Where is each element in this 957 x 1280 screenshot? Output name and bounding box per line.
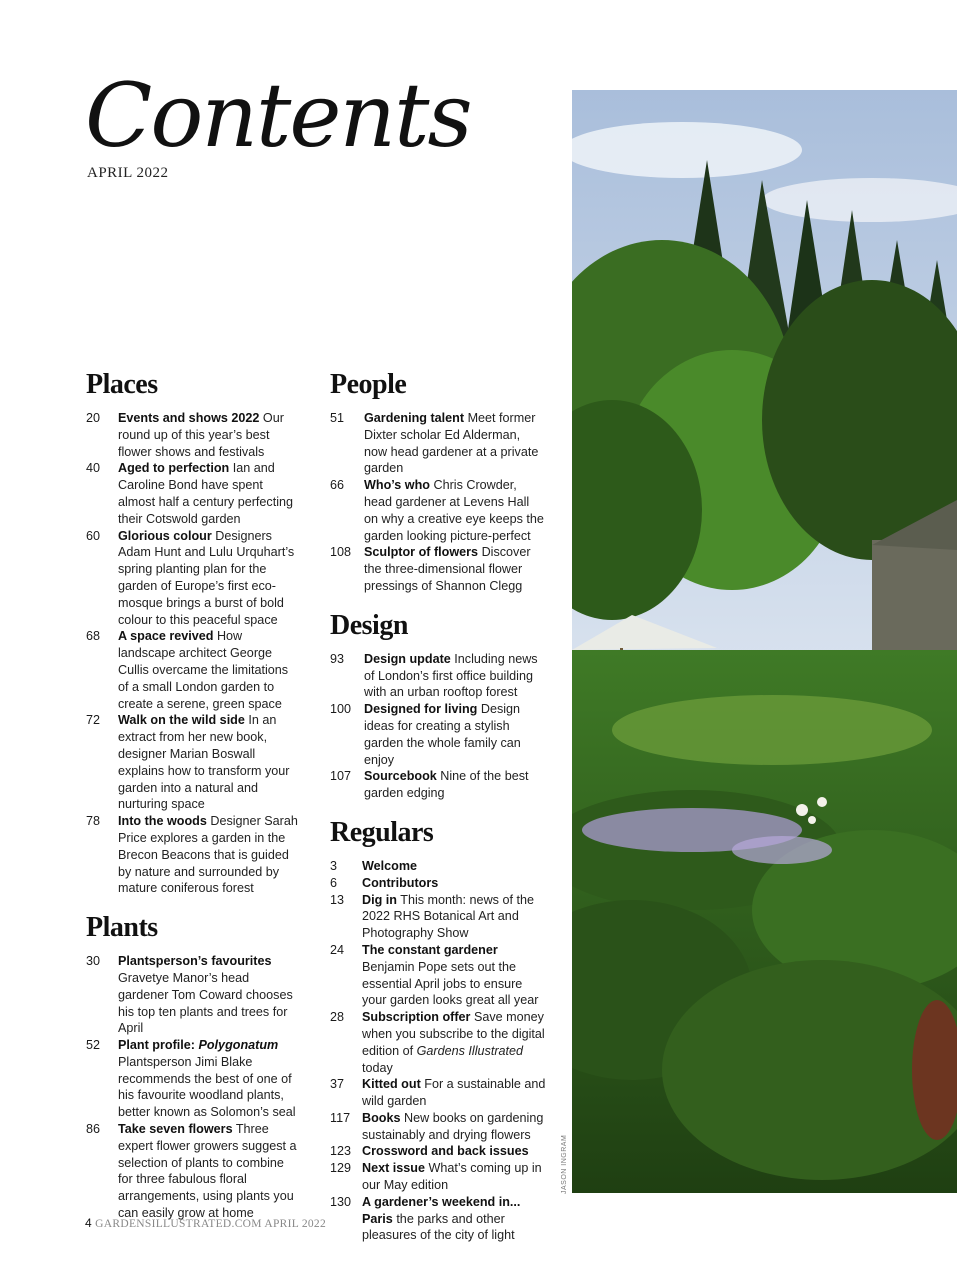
entry-description: Nine of the best garden edging — [364, 769, 529, 801]
entry-page-number: 117 — [330, 1110, 351, 1125]
entry-description: New books on gardening sustainably and drying flowers — [362, 1110, 544, 1142]
entry-description: Benjamin Pope sets out the essential April jobs to ensure your garden looks great all year — [362, 959, 539, 1008]
entry-headline: Next issue — [362, 1161, 425, 1176]
contents-entry[interactable] — [86, 528, 300, 629]
entry-page-number: 37 — [330, 1077, 345, 1092]
entry-page-number: 52 — [86, 1038, 101, 1053]
contents-entry[interactable] — [330, 410, 546, 477]
page-number: 4 — [85, 1216, 92, 1230]
entry-description-end: today — [362, 1060, 393, 1075]
contents-entry[interactable] — [86, 628, 300, 712]
entry-headline: Walk on the wild side — [118, 713, 245, 728]
section-heading-design: Design — [330, 609, 408, 641]
section-regulars — [330, 858, 546, 1244]
entry-description: How landscape architect George Cullis overcame the limitations of a small London garden to create a serene, green space — [118, 629, 289, 711]
entry-page-number: 51 — [330, 411, 345, 425]
contents-entry[interactable] — [86, 953, 300, 1037]
entry-page-number: 129 — [330, 1161, 352, 1176]
entry-headline: Crossword and back issues — [362, 1144, 529, 1159]
contents-entry[interactable] — [330, 1009, 546, 1076]
entry-description-italic: Gardens Illustrated — [416, 1043, 524, 1058]
entry-description: Designer Sarah Price explores a garden in the Brecon Beacons that is guided by nature and surrounded by mature coniferous forest — [118, 814, 298, 896]
section-heading-plants: Plants — [86, 912, 158, 944]
entry-page-number: 108 — [330, 545, 352, 560]
entry-description: This month: news of the 2022 RHS Botanical Art and Photography Show — [362, 892, 534, 941]
entry-description: What’s coming up in our May edition — [362, 1161, 542, 1193]
entry-headline: Design update — [364, 651, 451, 666]
section-heading-places: Places — [86, 369, 158, 400]
entry-headline: A gardener’s weekend in... Paris — [362, 1194, 521, 1226]
issue-date: APRIL 2022 — [87, 165, 169, 181]
entry-page-number: 6 — [330, 875, 338, 890]
entry-page-number: 24 — [330, 942, 345, 957]
entry-description: the parks and other pleasures of the city of light — [362, 1211, 515, 1243]
entry-description: Plantsperson Jimi Blake recommends the best of one of his favourite woodland plants, better known as Solomon’s seal — [118, 1054, 296, 1120]
contents-entry[interactable] — [330, 1194, 546, 1244]
entry-headline: Who’s who — [364, 478, 430, 493]
section-places — [86, 410, 300, 897]
entry-description: Ian and Caroline Bond have spent almost half a century perfecting their Cotswold garden — [118, 461, 294, 526]
entry-headline: Take seven flowers — [118, 1122, 233, 1137]
entry-headline: Into the woods — [118, 814, 207, 829]
entry-page-number: 60 — [86, 528, 101, 543]
contents-entry[interactable] — [330, 1110, 546, 1144]
section-heading-regulars: Regulars — [330, 816, 434, 848]
page-title: Contents — [85, 64, 471, 167]
entry-description: Save money when you subscribe to the digital edition of — [362, 1010, 545, 1058]
entry-headline: Contributors — [362, 875, 439, 890]
contents-entry[interactable] — [86, 460, 300, 527]
section-people — [330, 410, 546, 595]
contents-entry[interactable] — [86, 712, 300, 813]
entry-headline: Gardening talent — [364, 411, 465, 425]
entry-page-number: 30 — [86, 954, 101, 969]
entry-page-number: 130 — [330, 1194, 352, 1209]
entry-page-number: 78 — [86, 814, 101, 829]
entry-description: Chris Crowder, head gardener at Levens Hall on why a creative eye keeps the garden looking picture-perfect — [364, 478, 544, 543]
contents-entry[interactable] — [330, 768, 546, 802]
entry-page-number: 28 — [330, 1010, 345, 1025]
contents-entry[interactable] — [330, 1143, 546, 1160]
contents-entry[interactable] — [330, 1160, 546, 1194]
entry-page-number: 123 — [330, 1144, 352, 1159]
entry-headline: A space revived — [118, 629, 214, 644]
entry-description: Meet former Dixter scholar Ed Alderman, now head gardener at a private garden — [364, 411, 539, 476]
contents-entry[interactable] — [330, 544, 546, 594]
contents-column-right — [330, 368, 546, 1244]
entry-description: Discover the three-dimensional flower pressings of Shannon Clegg — [364, 545, 531, 593]
contents-entry[interactable] — [330, 858, 546, 875]
entry-headline: Welcome — [362, 858, 418, 873]
contents-entry[interactable] — [330, 701, 546, 768]
section-heading-people: People — [330, 369, 407, 400]
entry-headline: Plant profile: Polygonatum — [118, 1038, 279, 1053]
page-footer — [85, 1216, 326, 1230]
entry-description: Including news of London’s first office building with an urban rooftop forest — [364, 651, 538, 700]
contents-entry[interactable] — [330, 477, 546, 544]
entry-headline: The constant gardener — [362, 942, 498, 957]
entry-page-number: 93 — [330, 651, 345, 666]
entry-page-number: 86 — [86, 1122, 101, 1137]
entry-page-number: 68 — [86, 629, 101, 644]
contents-entry[interactable] — [86, 1037, 300, 1121]
entry-description: For a sustainable and wild garden — [362, 1077, 546, 1109]
entry-page-number: 40 — [86, 461, 101, 476]
entry-headline: Sourcebook — [364, 769, 437, 784]
entry-description: Designers Adam Hunt and Lulu Urquhart’s spring planting plan for the garden of Europe’s first eco-mosque brings a burst of bold colour to this peaceful space — [118, 528, 295, 627]
photo-credit: JASON INGRAM — [561, 1134, 568, 1194]
entry-headline: Subscription offer — [362, 1010, 471, 1025]
entry-page-number: 13 — [330, 892, 345, 907]
footer-text: GARDENSILLUSTRATED.COM APRIL 2022 — [95, 1218, 327, 1230]
entry-description: In an extract from her new book, designer Marian Boswall explains how to transform your garden into a natural and nurturing space — [118, 713, 290, 812]
contents-entry[interactable] — [330, 875, 546, 892]
contents-entry[interactable] — [86, 1121, 300, 1222]
entry-headline: Aged to perfection — [118, 461, 230, 476]
contents-entry[interactable] — [86, 813, 300, 897]
entry-description: Our round up of this year’s best flower shows and festivals — [118, 411, 284, 459]
contents-entry[interactable] — [330, 651, 546, 701]
entry-page-number: 100 — [330, 702, 352, 717]
entry-headline: Glorious colour — [118, 528, 212, 543]
section-design — [330, 651, 546, 802]
entry-description: Gravetye Manor’s head gardener Tom Coward chooses his top ten plants and trees for April — [118, 970, 293, 1036]
entry-headline: Plantsperson’s favourites — [118, 954, 272, 969]
contents-entry[interactable] — [330, 1076, 546, 1110]
entry-headline: Designed for living — [364, 702, 478, 717]
contents-entry[interactable] — [86, 410, 300, 460]
entry-headline: Dig in — [362, 892, 397, 907]
section-plants — [86, 953, 300, 1222]
entry-headline: Kitted out — [362, 1077, 421, 1092]
entry-description: Three expert flower growers suggest a selection of plants to combine for three fabulous floral arrangements, using plants you can easily grow at home — [118, 1122, 297, 1221]
entry-page-number: 72 — [86, 713, 101, 728]
entry-page-number: 3 — [330, 858, 338, 873]
contents-column-left — [86, 368, 300, 1222]
entry-headline: Events and shows 2022 — [118, 411, 260, 425]
entry-headline: Books — [362, 1110, 401, 1125]
entry-page-number: 66 — [330, 478, 345, 493]
entry-page-number: 20 — [86, 411, 101, 425]
contents-entry[interactable] — [330, 942, 546, 1009]
entry-page-number: 107 — [330, 769, 352, 784]
entry-headline-italic: Polygonatum — [198, 1038, 279, 1053]
entry-headline: Sculptor of flowers — [364, 545, 479, 560]
entry-description: Design ideas for creating a stylish garden the whole family can enjoy — [364, 702, 521, 767]
garden-photo — [572, 90, 957, 1193]
contents-entry[interactable] — [330, 892, 546, 942]
